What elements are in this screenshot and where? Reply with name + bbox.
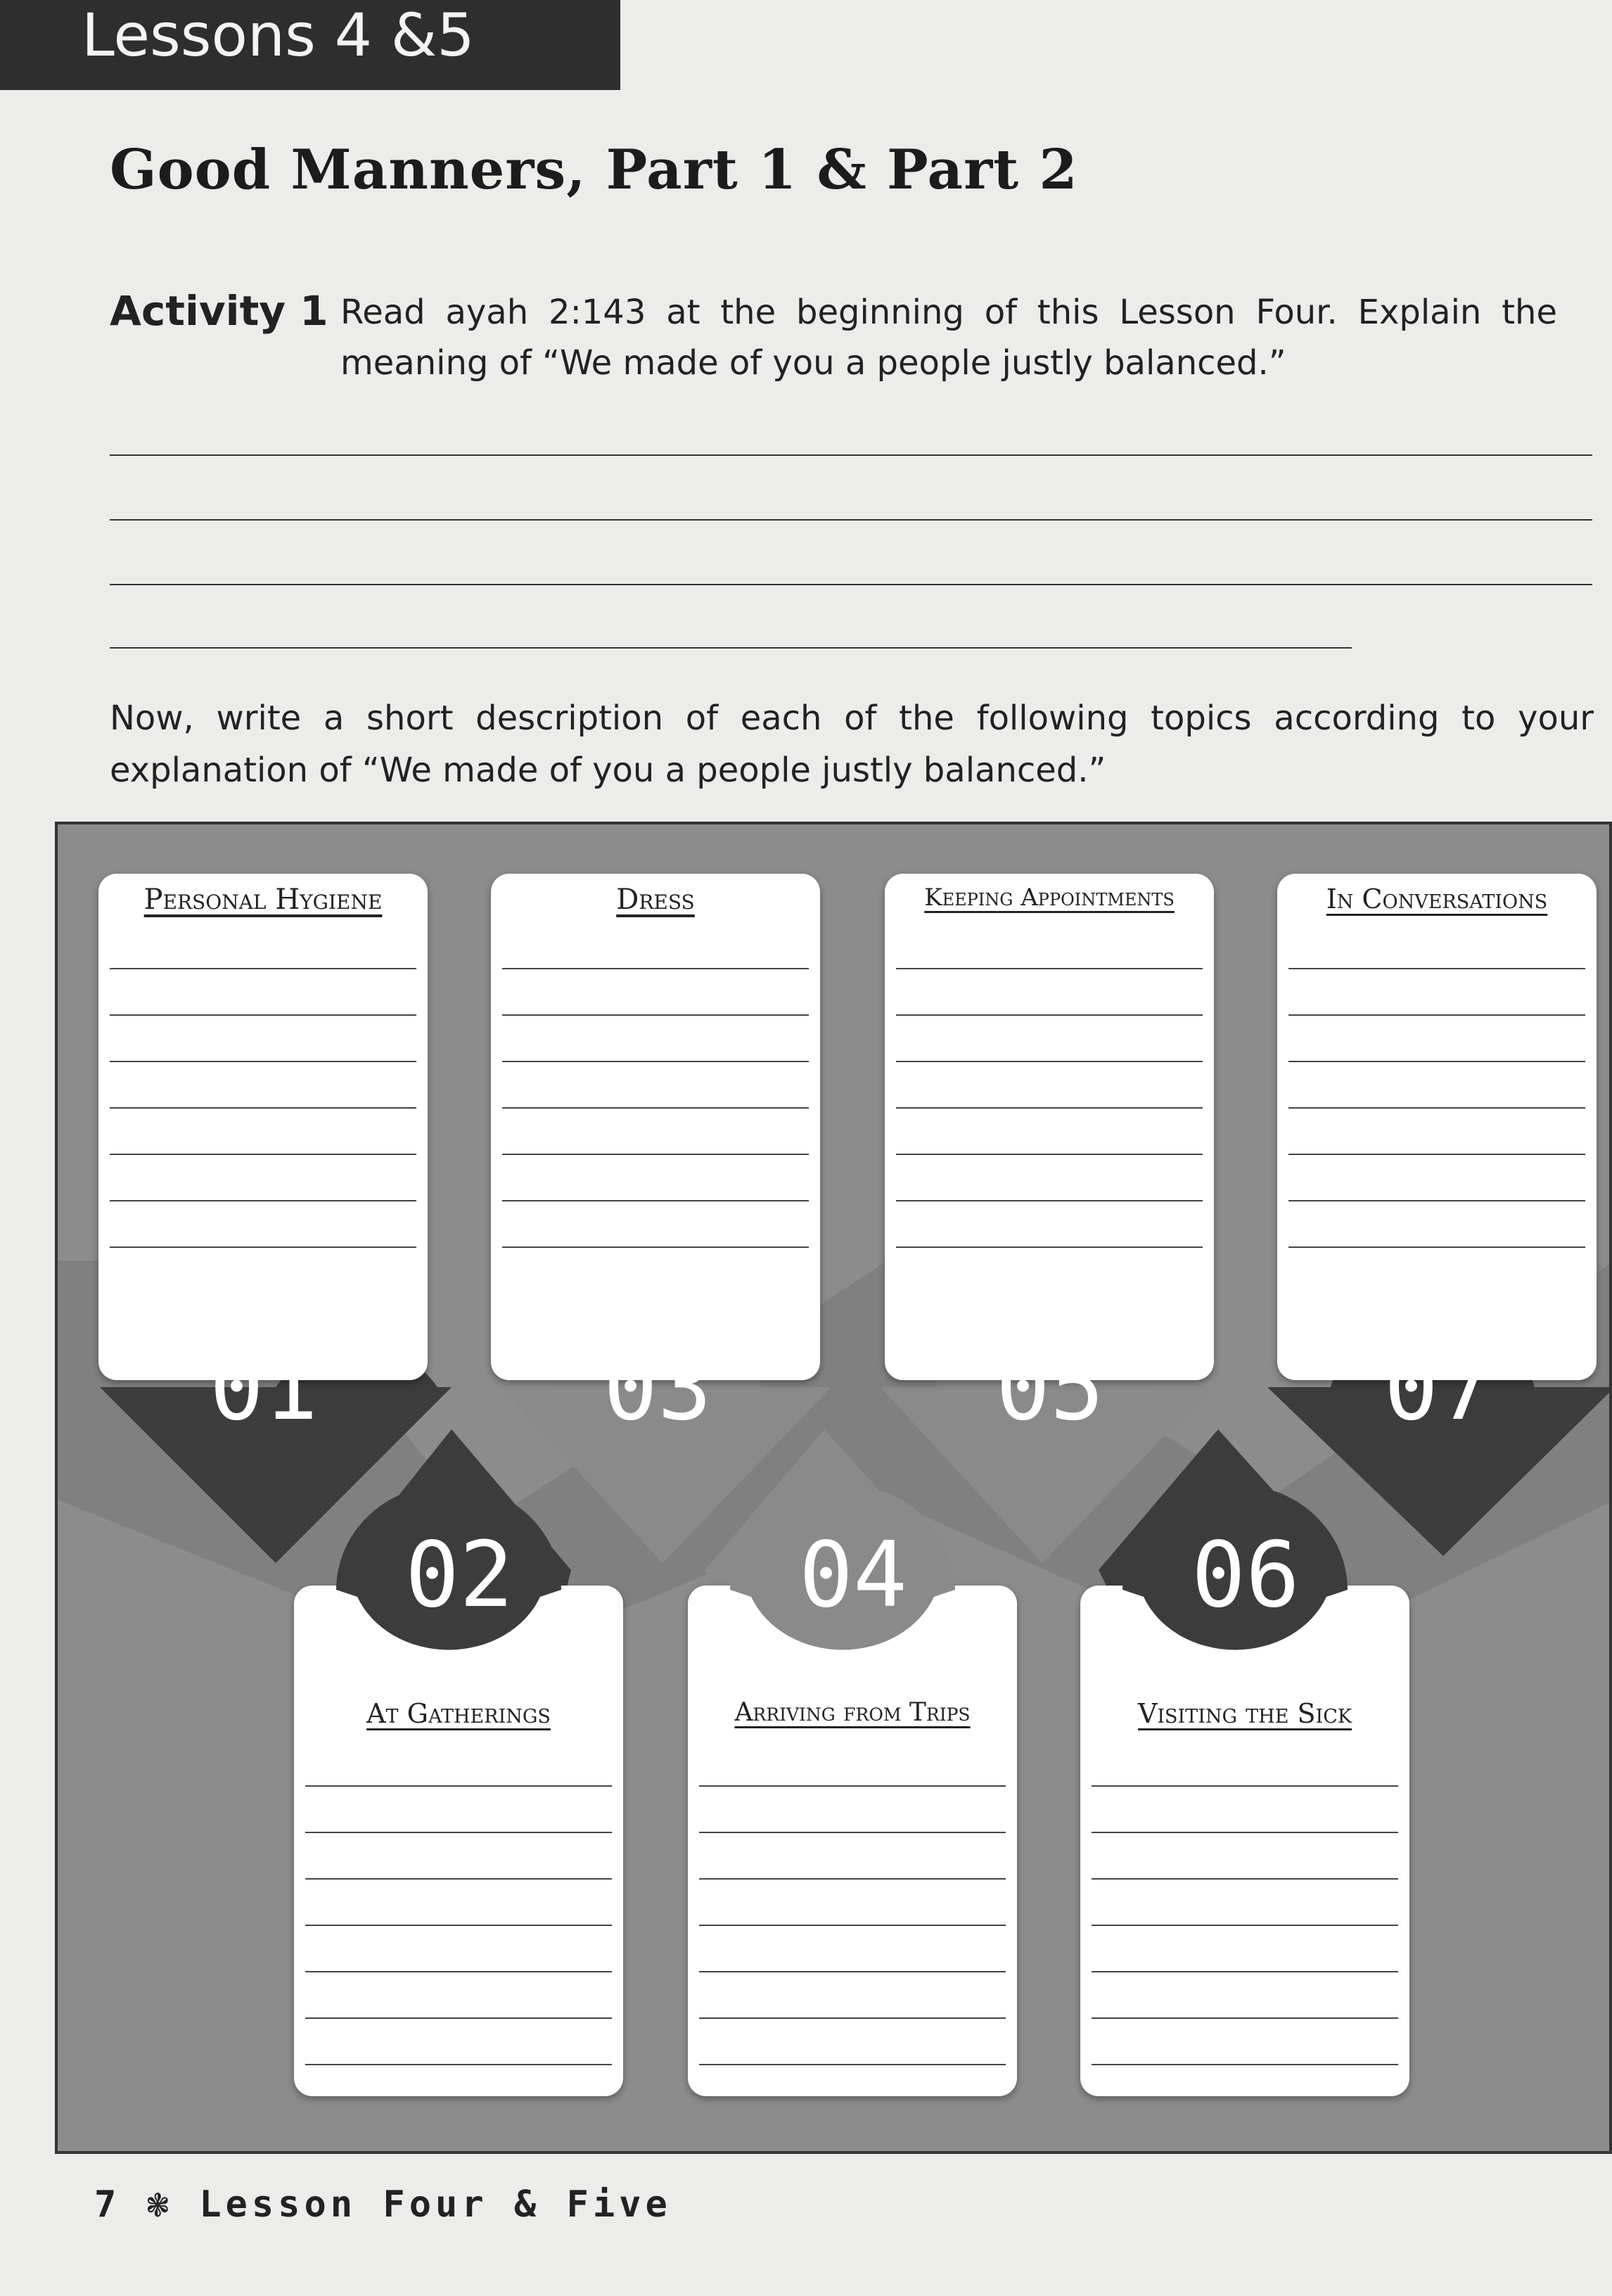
answer-line[interactable] bbox=[110, 454, 1592, 456]
answer-line[interactable] bbox=[110, 584, 1592, 585]
badge-number: 02 bbox=[404, 1522, 514, 1628]
page-footer bbox=[94, 2183, 672, 2226]
answer-line[interactable] bbox=[110, 519, 1592, 521]
answer-lines[interactable] bbox=[1288, 923, 1585, 1248]
badge-number: 03 bbox=[603, 1335, 712, 1441]
badge-number: 06 bbox=[1191, 1522, 1300, 1628]
topic-title: Personal Hygiene bbox=[143, 884, 383, 916]
topic-title: In Conversations bbox=[1326, 884, 1548, 914]
activity-prompt: Read ayah 2:143 at the beginning of this Lesson Four. Explain the meaning of “We made of you a people justly balanced.” bbox=[340, 293, 1557, 383]
topic-title: Arriving from Trips bbox=[734, 1698, 971, 1727]
badge-number: 04 bbox=[798, 1522, 908, 1628]
page-number: 7 bbox=[94, 2183, 121, 2226]
lesson-header bbox=[0, 0, 620, 90]
snowflake-icon: ❃ bbox=[146, 2183, 173, 2226]
answer-lines[interactable] bbox=[110, 923, 416, 1248]
instructions-text: Now, write a short description of each of the following topics according to your explanation of “We made of you a people justly balanced.” bbox=[110, 699, 1594, 790]
activity-label: Activity 1 bbox=[110, 287, 328, 335]
answer-lines[interactable] bbox=[699, 1740, 1006, 2065]
topic-title: Dress bbox=[616, 884, 695, 916]
answer-line[interactable] bbox=[110, 647, 1352, 649]
topic-title: Keeping Appointments bbox=[924, 884, 1175, 912]
answer-lines[interactable] bbox=[305, 1740, 612, 2065]
page-title: Good Manners, Part 1 & Part 2 bbox=[110, 138, 1078, 202]
answer-lines[interactable] bbox=[896, 923, 1203, 1248]
badge-number: 07 bbox=[1383, 1335, 1493, 1441]
topic-title: Visiting the Sick bbox=[1137, 1698, 1352, 1729]
topic-title: At Gatherings bbox=[366, 1698, 551, 1729]
footer-label: Lesson Four & Five bbox=[199, 2183, 672, 2226]
lesson-label: Lessons 4 &5 bbox=[82, 1, 475, 70]
badge-number: 01 bbox=[209, 1335, 319, 1441]
answer-lines[interactable] bbox=[502, 923, 809, 1248]
badge-number: 05 bbox=[995, 1335, 1105, 1441]
answer-lines[interactable] bbox=[1092, 1740, 1398, 2065]
